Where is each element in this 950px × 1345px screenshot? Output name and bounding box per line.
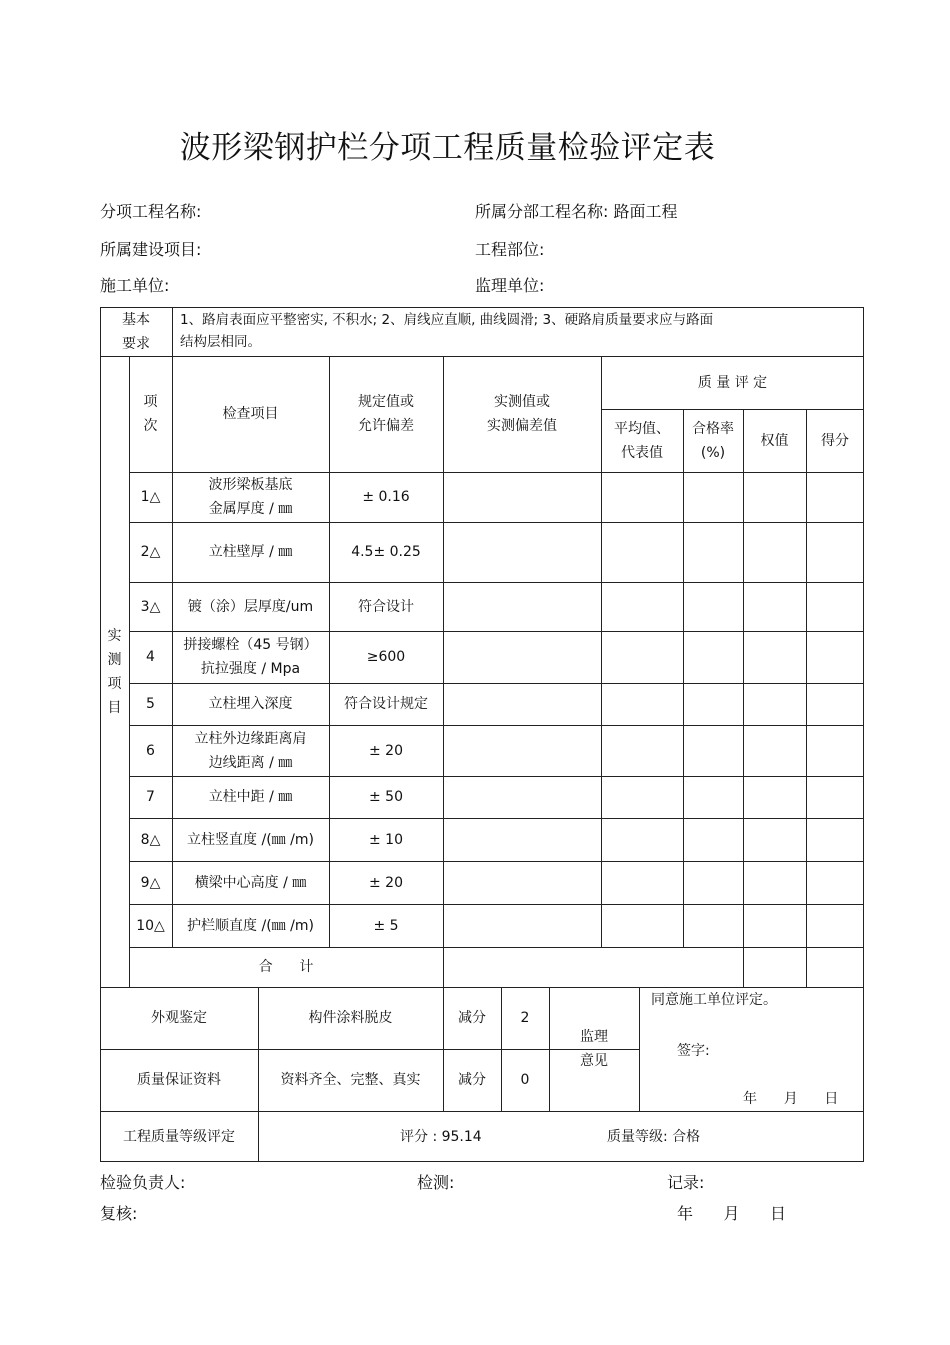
parent-project-label: 所属分部工程名称: 路面工程 <box>475 202 678 221</box>
col-spec-header: 规定值或 允许偏差 <box>358 394 414 434</box>
row-7-seq: 7 <box>146 789 155 805</box>
row-9-spec: ± 20 <box>369 874 403 891</box>
row-3-seq: 3△ <box>140 598 161 615</box>
col-avg-header: 平均值、 代表值 <box>614 420 670 461</box>
quality-eval-header: 质 量 评 定 <box>697 374 768 391</box>
supervision-date: 年 月 日 <box>743 1091 839 1107</box>
project-name-label: 分项工程名称: <box>100 202 202 221</box>
evaluation-table <box>100 307 864 1162</box>
footer-tester: 检测: <box>417 1173 455 1192</box>
supervision-sign-label: 签字: <box>677 1043 710 1059</box>
row-5-spec: 符合设计规定 <box>344 696 428 712</box>
row-9-item: 横梁中心高度 / ㎜ <box>194 874 307 891</box>
footer-reviewer: 复核: <box>100 1204 138 1223</box>
footer-inspector: 检验负责人: <box>100 1173 186 1192</box>
row-10-spec: ± 5 <box>373 917 399 934</box>
supervision-label: 监理 意见 <box>580 1029 608 1069</box>
col-score-header: 得分 <box>821 432 849 449</box>
row-9-seq: 9△ <box>140 874 161 891</box>
row-1-seq: 1△ <box>140 489 161 505</box>
quality-docs-label: 质量保证资料 <box>137 1072 221 1088</box>
row-1-spec: ± 0.16 <box>362 489 410 505</box>
total-label: 合 计 <box>258 959 314 975</box>
row-8-spec: ± 10 <box>369 831 403 848</box>
supervision-opinion: 同意施工单位评定。 <box>651 992 777 1008</box>
location-label: 工程部位: <box>475 240 545 259</box>
row-5-seq: 5 <box>146 696 155 712</box>
col-pass-rate-header: 合格率 (%) <box>692 420 734 461</box>
footer-date: 年 月 日 <box>677 1204 787 1223</box>
quality-docs-deduct-label: 减分 <box>458 1072 486 1088</box>
col-measured-header: 实测值或 实测偏差值 <box>487 394 557 434</box>
footer-recorder: 记录: <box>667 1173 705 1192</box>
row-4-seq: 4 <box>146 649 155 665</box>
row-6-spec: ± 20 <box>369 742 403 759</box>
appearance-label: 外观鉴定 <box>151 1010 207 1026</box>
row-6-seq: 6 <box>146 742 155 759</box>
appearance-deduct-value: 2 <box>520 1010 530 1026</box>
row-3-item: 镀（涂）层厚度/um <box>187 598 314 615</box>
requirements-text-line1: 1、路肩表面应平整密实, 不积水; 2、肩线应直顺, 曲线圆滑; 3、硬路肩质量要求应与路面 <box>180 312 714 328</box>
supervision-unit-label: 监理单位: <box>475 276 545 295</box>
row-10-item: 护栏顺直度 /(㎜ /m) <box>187 917 314 934</box>
row-3-spec: 符合设计 <box>358 598 414 615</box>
page-title: 波形梁钢护栏分项工程质量检验评定表 <box>179 130 716 166</box>
row-6-item: 立柱外边缘距离肩 边线距离 / ㎜ <box>194 730 307 771</box>
requirements-label: 基本 要求 <box>122 311 150 352</box>
row-4-item: 拼接螺栓（45 号钢） 抗拉强度 / Mpa <box>183 637 318 677</box>
measured-items-side-label: 实 测 项 目 <box>107 627 122 716</box>
col-seq-header: 项 次 <box>143 394 158 434</box>
construction-project-label: 所属建设项目: <box>100 240 202 259</box>
row-7-spec: ± 50 <box>369 789 403 805</box>
appearance-deduct-label: 减分 <box>458 1010 486 1026</box>
grade-score: 评分 : 95.14 <box>400 1128 482 1145</box>
row-8-seq: 8△ <box>140 831 161 848</box>
row-4-spec: ≥600 <box>366 649 406 665</box>
quality-docs-desc: 资料齐全、完整、真实 <box>280 1072 421 1088</box>
row-2-item: 立柱壁厚 / ㎜ <box>208 544 293 560</box>
col-item-header: 检查项目 <box>222 406 279 422</box>
grade-label: 工程质量等级评定 <box>123 1128 235 1145</box>
row-8-item: 立柱竖直度 /(㎜ /m) <box>187 831 314 848</box>
construction-unit-label: 施工单位: <box>100 276 170 295</box>
appearance-desc: 构件涂料脱皮 <box>308 1010 393 1026</box>
quality-docs-deduct-value: 0 <box>520 1072 530 1088</box>
row-7-item: 立柱中距 / ㎜ <box>208 789 293 805</box>
row-2-spec: 4.5± 0.25 <box>351 544 421 560</box>
row-10-seq: 10△ <box>136 917 165 934</box>
row-1-item: 波形梁板基底 金属厚度 / ㎜ <box>208 477 293 517</box>
row-5-item: 立柱埋入深度 <box>208 696 293 712</box>
row-2-seq: 2△ <box>140 544 161 560</box>
grade-level: 质量等级: 合格 <box>607 1128 701 1145</box>
requirements-text-line2: 结构层相同。 <box>180 334 261 350</box>
col-weight-header: 权值 <box>760 432 789 449</box>
